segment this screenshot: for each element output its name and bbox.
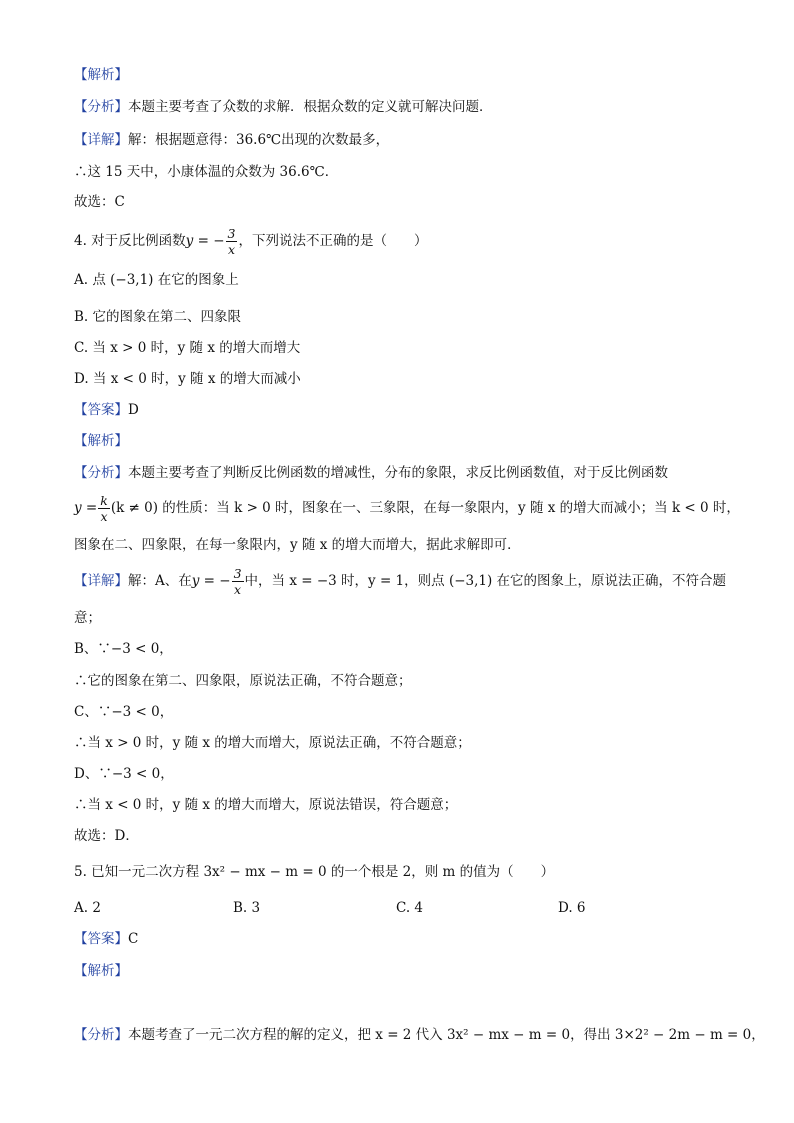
q5-jiexi-heading: 【解析】 <box>74 963 128 979</box>
q4-fenxi-line1: 【分析】本题主要考查了判断反比例函数的增减性，分布的象限，求反比例函数值，对于反比例函数 <box>74 465 668 481</box>
q5-answer-line: 【答案】C <box>74 931 139 947</box>
q4-d-line: D、∵−3 < 0， <box>74 766 174 782</box>
q4-option-d: D. 当 x < 0 时，y 随 x 的增大而减小 <box>74 371 301 387</box>
q4-option-c: C. 当 x > 0 时，y 随 x 的增大而增大 <box>74 340 301 356</box>
q5-fenxi-line: 【分析】本题考查了一元二次方程的解的定义，把 x = 2 代入 3x² − mx − m = 0，得出 3×2² − 2m − m = 0， <box>74 1027 765 1043</box>
q4-option-b: B. 它的图象在第二、四象限 <box>74 309 242 325</box>
q5-option-b: B. 3 <box>233 900 261 916</box>
q4-xiangjie-a-cont: 意； <box>74 610 101 626</box>
q4-b-line: B、∵−3 < 0， <box>74 641 173 657</box>
q5-option-c: C. 4 <box>396 900 424 916</box>
q4-stem-fraction: $\frac{3}{x}$ <box>227 226 236 257</box>
q3-choice-line: 故选：C <box>74 194 125 210</box>
q4-fenxi-fraction: $\frac{k}{x}$ <box>100 493 108 524</box>
q5-option-a: A. 2 <box>74 900 101 916</box>
q3-therefore-line: ∴这 15 天中，小康体温的众数为 36.6℃． <box>74 164 339 180</box>
q4-d-conclusion: ∴当 x < 0 时，y 随 x 的增大而增大，原说法错误，符合题意； <box>74 797 458 813</box>
q4-stem: 4. 对于反比例函数y = − $\frac{3}{x}$ ，下列说法不正确的是（ ） <box>74 226 428 257</box>
q4-fenxi-line2: y = $\frac{k}{x}$ (k ≠ 0) 的性质：当 k > 0 时，图象在一、三象限，在每一象限内，y 随 x 的增大而减小；当 k < 0 时， <box>74 493 740 524</box>
q4-choice-line: 故选：D． <box>74 828 139 844</box>
q4-jiexi-heading: 【解析】 <box>74 433 128 449</box>
q5-option-d: D. 6 <box>558 900 586 916</box>
q4-answer-line: 【答案】D <box>74 402 139 418</box>
q4-option-a: A. 点 (−3,1) 在它的图象上 <box>74 272 239 288</box>
q4-fenxi-line3: 图象在二、四象限，在每一象限内，y 随 x 的增大而增大，据此求解即可． <box>74 537 521 553</box>
q3-jiexi-heading: 【解析】 <box>74 67 128 83</box>
q3-xiangjie-line: 【详解】解：根据题意得：36.6℃出现的次数最多， <box>74 132 390 148</box>
q4-c-line: C、∵−3 < 0， <box>74 704 174 720</box>
q5-stem: 5. 已知一元二次方程 3x² − mx − m = 0 的一个根是 2，则 m 的值为（ ） <box>74 864 555 880</box>
q3-fenxi-line: 【分析】本题主要考查了众数的求解．根据众数的定义就可解决问题． <box>74 99 493 115</box>
q4-c-conclusion: ∴当 x > 0 时，y 随 x 的增大而增大，原说法正确，不符合题意； <box>74 735 471 751</box>
q4-xiangjie-a: 【详解】解：A、在y = − $\frac{3}{x}$ 中，当 x = −3 时，y = 1，则点 (−3,1) 在它的图象上，原说法正确，不符合题 <box>74 566 727 597</box>
q4-b-conclusion: ∴它的图象在第二、四象限，原说法正确，不符合题意； <box>74 673 412 689</box>
q4-xiangjie-fraction: $\frac{3}{x}$ <box>233 566 242 597</box>
